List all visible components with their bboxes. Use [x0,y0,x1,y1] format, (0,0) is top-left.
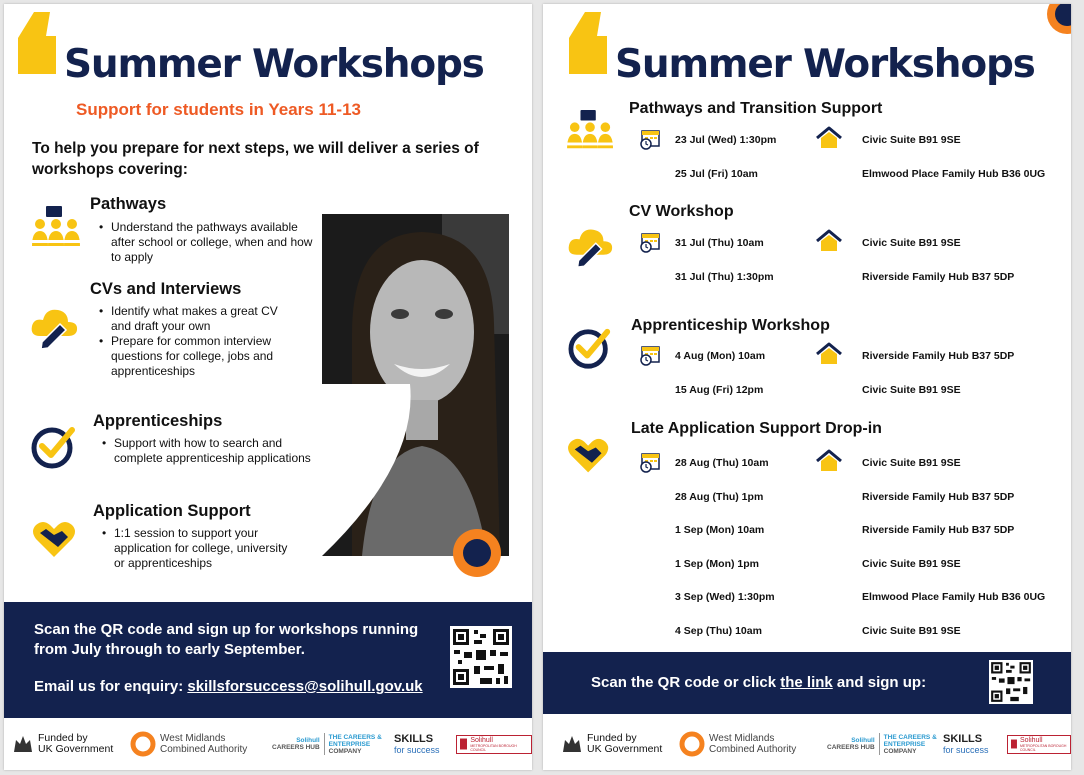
workshop-title: Pathways and Transition Support [629,100,883,117]
bullet-item: • 1:1 session to support your application for college, university or apprenticeships [101,526,301,571]
group-meeting-icon [567,110,615,154]
session-datetime: 23 Jul (Wed) 1:30pm [675,134,777,146]
session-datetime: 1 Sep (Mon) 1pm [675,557,760,570]
calendar-clock-icon [639,231,661,253]
wmca-logo [130,718,247,770]
home-icon [815,342,843,366]
session-datetime: 4 Sep (Thu) 10am [675,625,762,637]
cec-line-3: COMPANY [883,747,917,755]
email-label: Email us for enquiry: [34,678,184,695]
home-icon [815,449,843,473]
qr-code[interactable] [450,626,512,688]
session-datetime: 28 Aug (Thu) 1pm [675,490,764,503]
wmca-ring-icon [130,731,156,757]
careers-hub-line-2: CAREERS HUB [827,744,875,751]
section-title-pathways: Pathways [90,195,167,213]
careers-hub-line-2: CAREERS HUB [272,744,320,751]
skills-line-2: for success [943,745,989,755]
email-link[interactable]: skillsforsuccess@solihull.gov.uk [187,678,423,695]
check-circle-icon [30,424,76,470]
skills-line-1: SKILLS [943,733,983,745]
cec-line-2: ENTERPRISE [328,740,371,748]
orange-ring-decoration [450,526,504,580]
quote-shape-overlay [322,214,509,556]
flyer-page-left [4,4,532,770]
uk-gov-logo [561,718,662,770]
session-datetime: 1 Sep (Mon) 10am [675,524,765,537]
section-title-application-support: Application Support [93,502,251,520]
calendar-clock-icon [639,451,661,473]
skills-line-2: for success [394,745,440,755]
email-line [34,678,423,695]
bullet-item: • Understand the pathways available after school or college, when and how to apply [98,220,318,265]
wmca-ring-icon [679,731,705,757]
qr-code[interactable] [989,660,1033,704]
flyer-page-right [543,4,1071,770]
session-venue: Civic Suite B91 9SE [862,457,961,469]
handshake-icon [32,519,76,559]
wmca-logo [679,718,796,770]
footer-logos [543,718,1071,770]
session-venue: Civic Suite B91 9SE [862,383,961,396]
solihull-council-logo [456,718,532,770]
funded-line-2: UK Government [587,743,663,755]
session-venue: Elmwood Place Family Hub B36 0UG [862,591,1046,604]
banner-prefix: Scan the QR code or click [591,674,781,691]
banner-text [591,674,926,691]
page-subtitle: Support for students in Years 11-13 [76,100,361,119]
council-line-1: Solihull [1019,736,1043,744]
council-crest-icon [1011,738,1017,750]
cvs-bullets [98,304,298,379]
intro-text: To help you prepare for next steps, we will deliver a series of workshops covering: [32,140,479,178]
council-line-2: METROPOLITAN BOROUGH COUNCIL [470,743,517,752]
wmca-line-1: West Midlands [709,733,775,744]
wmca-line-2: Combined Authority [160,744,248,755]
home-icon [815,126,843,150]
session-venue: Civic Suite B91 9SE [862,625,961,637]
orange-ring-decoration [1045,4,1071,36]
banner-suffix: and sign up: [832,674,927,691]
solihull-council-logo [1007,718,1071,770]
session-venue: Riverside Family Hub B37 5DP [862,350,1015,362]
solihull-careers-hub-logo [272,718,382,770]
cloud-pen-icon [30,306,80,350]
bullet-item: • Prepare for common interview questions for college, jobs and apprenticeships [98,334,298,379]
signup-link[interactable]: the link [780,674,833,691]
session-datetime: 25 Jul (Fri) 10am [675,167,758,180]
session-datetime: 31 Jul (Thu) 1:30pm [675,270,774,283]
session-venue: Riverside Family Hub B37 5DP [862,490,1015,503]
banner-text: Scan the QR code and sign up for workshops running from July through to early September. [34,621,419,658]
section-title-apprenticeships: Apprenticeships [93,412,223,430]
cec-line-1: THE CAREERS & [883,733,937,741]
workshop-title: CV Workshop [629,203,734,220]
careers-hub-line-1: Solihull [851,737,875,744]
wmca-line-1: West Midlands [160,733,226,744]
funded-line-1: Funded by [38,732,88,744]
skills-line-1: SKILLS [394,733,434,745]
wmca-line-2: Combined Authority [709,744,797,755]
uk-gov-logo [12,718,113,770]
session-venue: Civic Suite B91 9SE [862,237,961,249]
session-datetime: 31 Jul (Thu) 10am [675,237,764,249]
bullet-item: • Identify what makes a great CV and draft your own [98,304,298,334]
calendar-clock-icon [639,344,661,366]
funded-line-2: UK Government [38,743,114,755]
session-venue: Riverside Family Hub B37 5DP [862,524,1015,537]
section-title-cvs: CVs and Interviews [90,280,242,298]
check-circle-icon [567,326,615,370]
signup-banner [543,652,1071,714]
footer-logos [4,718,532,770]
cec-line-2: ENTERPRISE [883,740,926,748]
application-support-bullets [101,526,301,571]
royal-crest-icon [561,734,583,754]
group-meeting-icon [32,206,80,248]
calendar-clock-icon [639,128,661,150]
handshake-icon [567,436,615,480]
quote-mark-icon [16,12,58,74]
careers-hub-line-1: Solihull [296,737,320,744]
solihull-careers-hub-logo [827,718,937,770]
quote-mark-icon [567,12,609,74]
skills-for-success-logo [943,718,989,770]
home-icon [815,229,843,253]
session-venue: Riverside Family Hub B37 5DP [862,270,1015,283]
skills-for-success-logo [394,718,440,770]
page-title: Summer Workshops [615,42,1035,87]
session-datetime: 15 Aug (Fri) 12pm [675,383,764,396]
cec-line-1: THE CAREERS & [328,733,382,741]
pathways-bullets [98,220,318,265]
council-line-2: METROPOLITAN BOROUGH COUNCIL [1019,743,1067,752]
session-venue: Civic Suite B91 9SE [862,557,961,570]
workshop-title: Late Application Support Drop-in [631,420,882,437]
council-line-1: Solihull [470,736,493,744]
page-title: Summer Workshops [64,42,484,87]
bullet-item: • Support with how to search and complete apprenticeship applications [101,436,311,466]
apprenticeships-bullets [101,436,311,466]
royal-crest-icon [12,734,34,754]
cec-line-3: COMPANY [328,747,362,755]
session-datetime: 3 Sep (Wed) 1:30pm [675,591,775,604]
signup-banner [4,602,532,718]
funded-line-1: Funded by [587,732,637,744]
student-photo [322,214,509,556]
session-datetime: 28 Aug (Thu) 10am [675,457,769,469]
workshop-title: Apprenticeship Workshop [631,317,830,334]
cloud-pen-icon [567,226,615,270]
session-venue: Civic Suite B91 9SE [862,134,961,146]
council-crest-icon [460,738,467,750]
session-venue: Elmwood Place Family Hub B36 0UG [862,167,1046,180]
session-datetime: 4 Aug (Mon) 10am [675,350,766,362]
